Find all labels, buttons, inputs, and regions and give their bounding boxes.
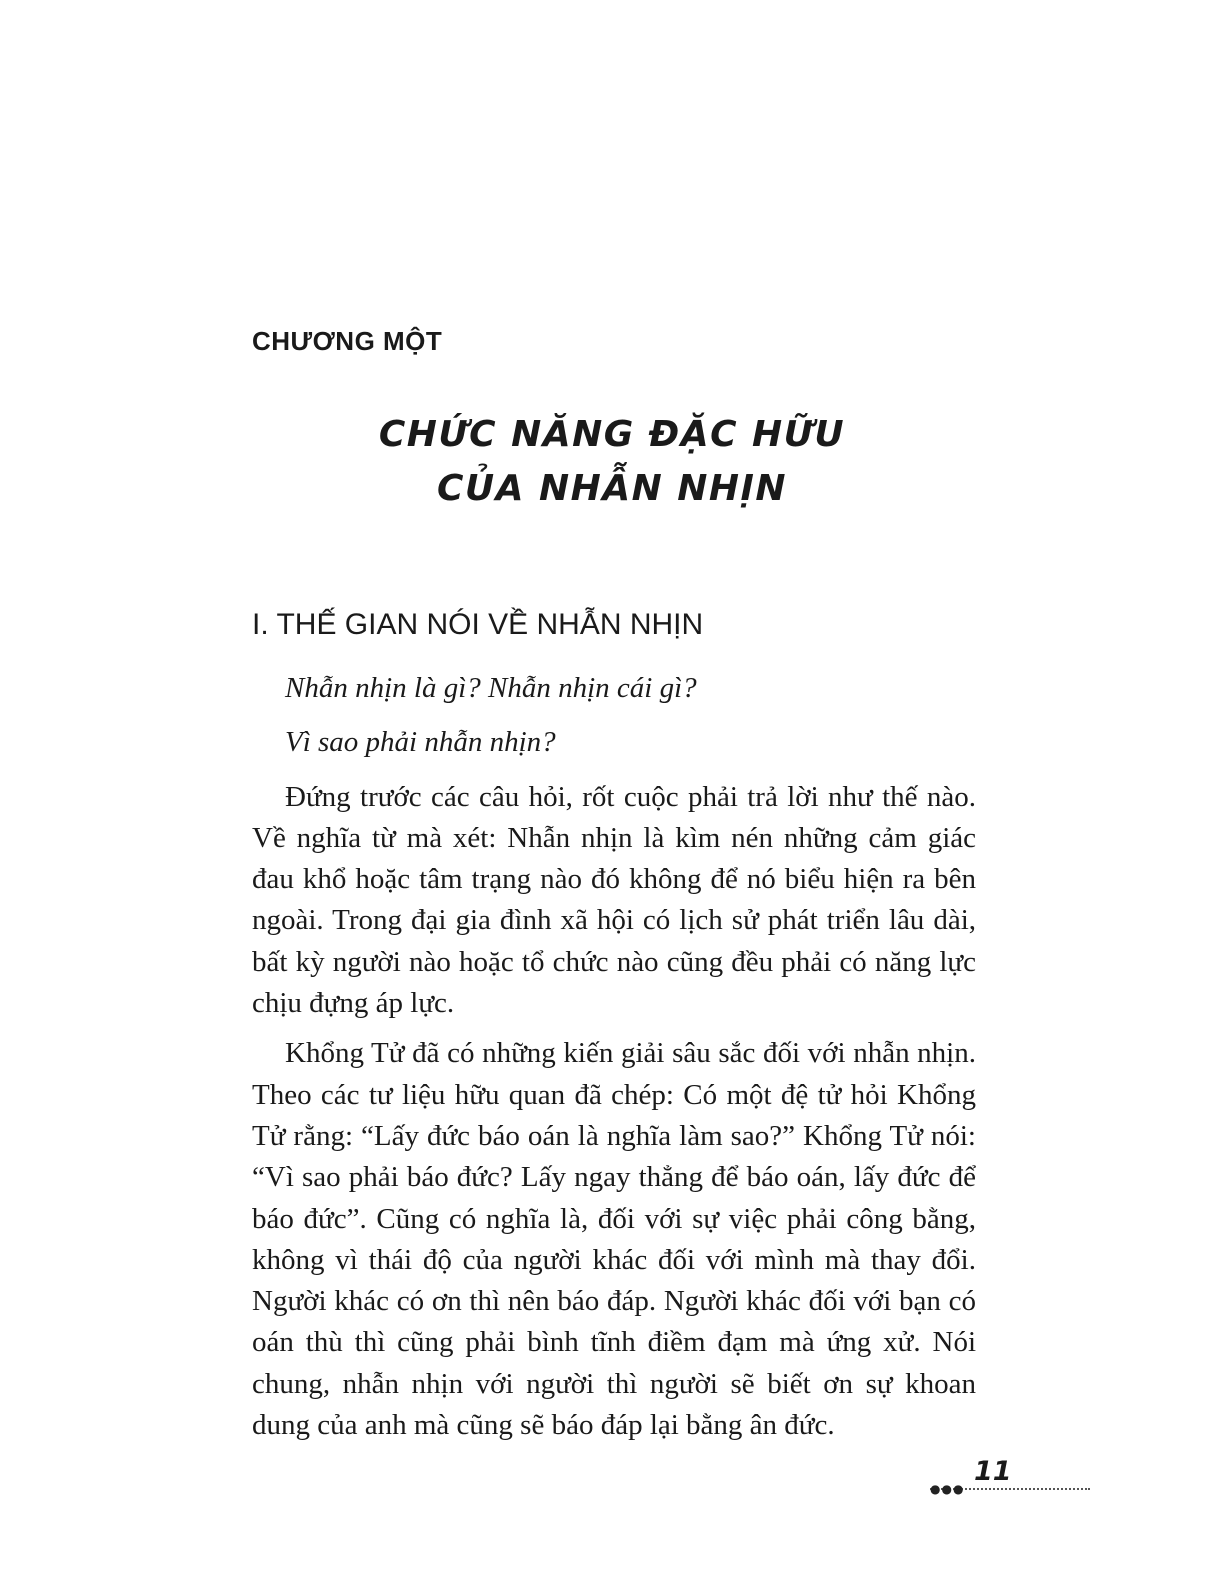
page-footer xyxy=(930,1458,1095,1498)
chapter-title-line-2: CỦA NHẪN NHỊN xyxy=(436,468,788,509)
chapter-label: CHƯƠNG MỘT xyxy=(252,326,443,356)
question-line-2: Vì sao phải nhẫn nhịn? xyxy=(285,726,556,759)
footer-dots: ●●● xyxy=(930,1482,965,1496)
paragraph-1: Đứng trước các câu hỏi, rốt cuộc phải trả lời như thế nào. Về nghĩa từ mà xét: Nhẫn nhịn là kìm nén những cảm giác đau khổ hoặc tâm trạng nào đó không để nó biểu hiện ra bên ngoài. Trong đại gia đình xã hội có lịch sử phát triển lâu dài, bất kỳ người nào hoặc tổ chức nào cũng đều phải có năng lực chịu đựng áp lực. xyxy=(252,780,976,1020)
page-number: 11 xyxy=(974,1456,1012,1487)
chapter-title xyxy=(252,408,972,516)
question-line-1: Nhẫn nhịn là gì? Nhẫn nhịn cái gì? xyxy=(285,672,697,704)
chapter-title-line-1: CHỨC NĂNG ĐẶC HỮU xyxy=(378,414,846,455)
body-text xyxy=(252,668,976,1455)
section-heading: I. THẾ GIAN NÓI VỀ NHẪN NHỊN xyxy=(252,608,704,641)
paragraph-2: Khổng Tử đã có những kiến giải sâu sắc đối với nhẫn nhịn. Theo các tư liệu hữu quan đã chép: Có một đệ tử hỏi Khổng Tử rằng: “Lấy đức báo oán là nghĩa làm sao?” Khổng Tử nói: “Vì sao phải báo đức? Lấy ngay thẳng để báo oán, lấy đức để báo đức”. Cũng có nghĩa là, đối với sự việc phải công bằng, không vì thái độ của người khác đối với mình mà thay đổi. Người khác có ơn thì nên báo đáp. Người khác đối với bạn có oán thù thì cũng phải bình tĩnh điềm đạm mà ứng xử. Nói chung, nhẫn nhịn với người thì người sẽ biết ơn sự khoan dung của anh mà cũng sẽ báo đáp lại bằng ân đức. xyxy=(252,1037,976,1442)
